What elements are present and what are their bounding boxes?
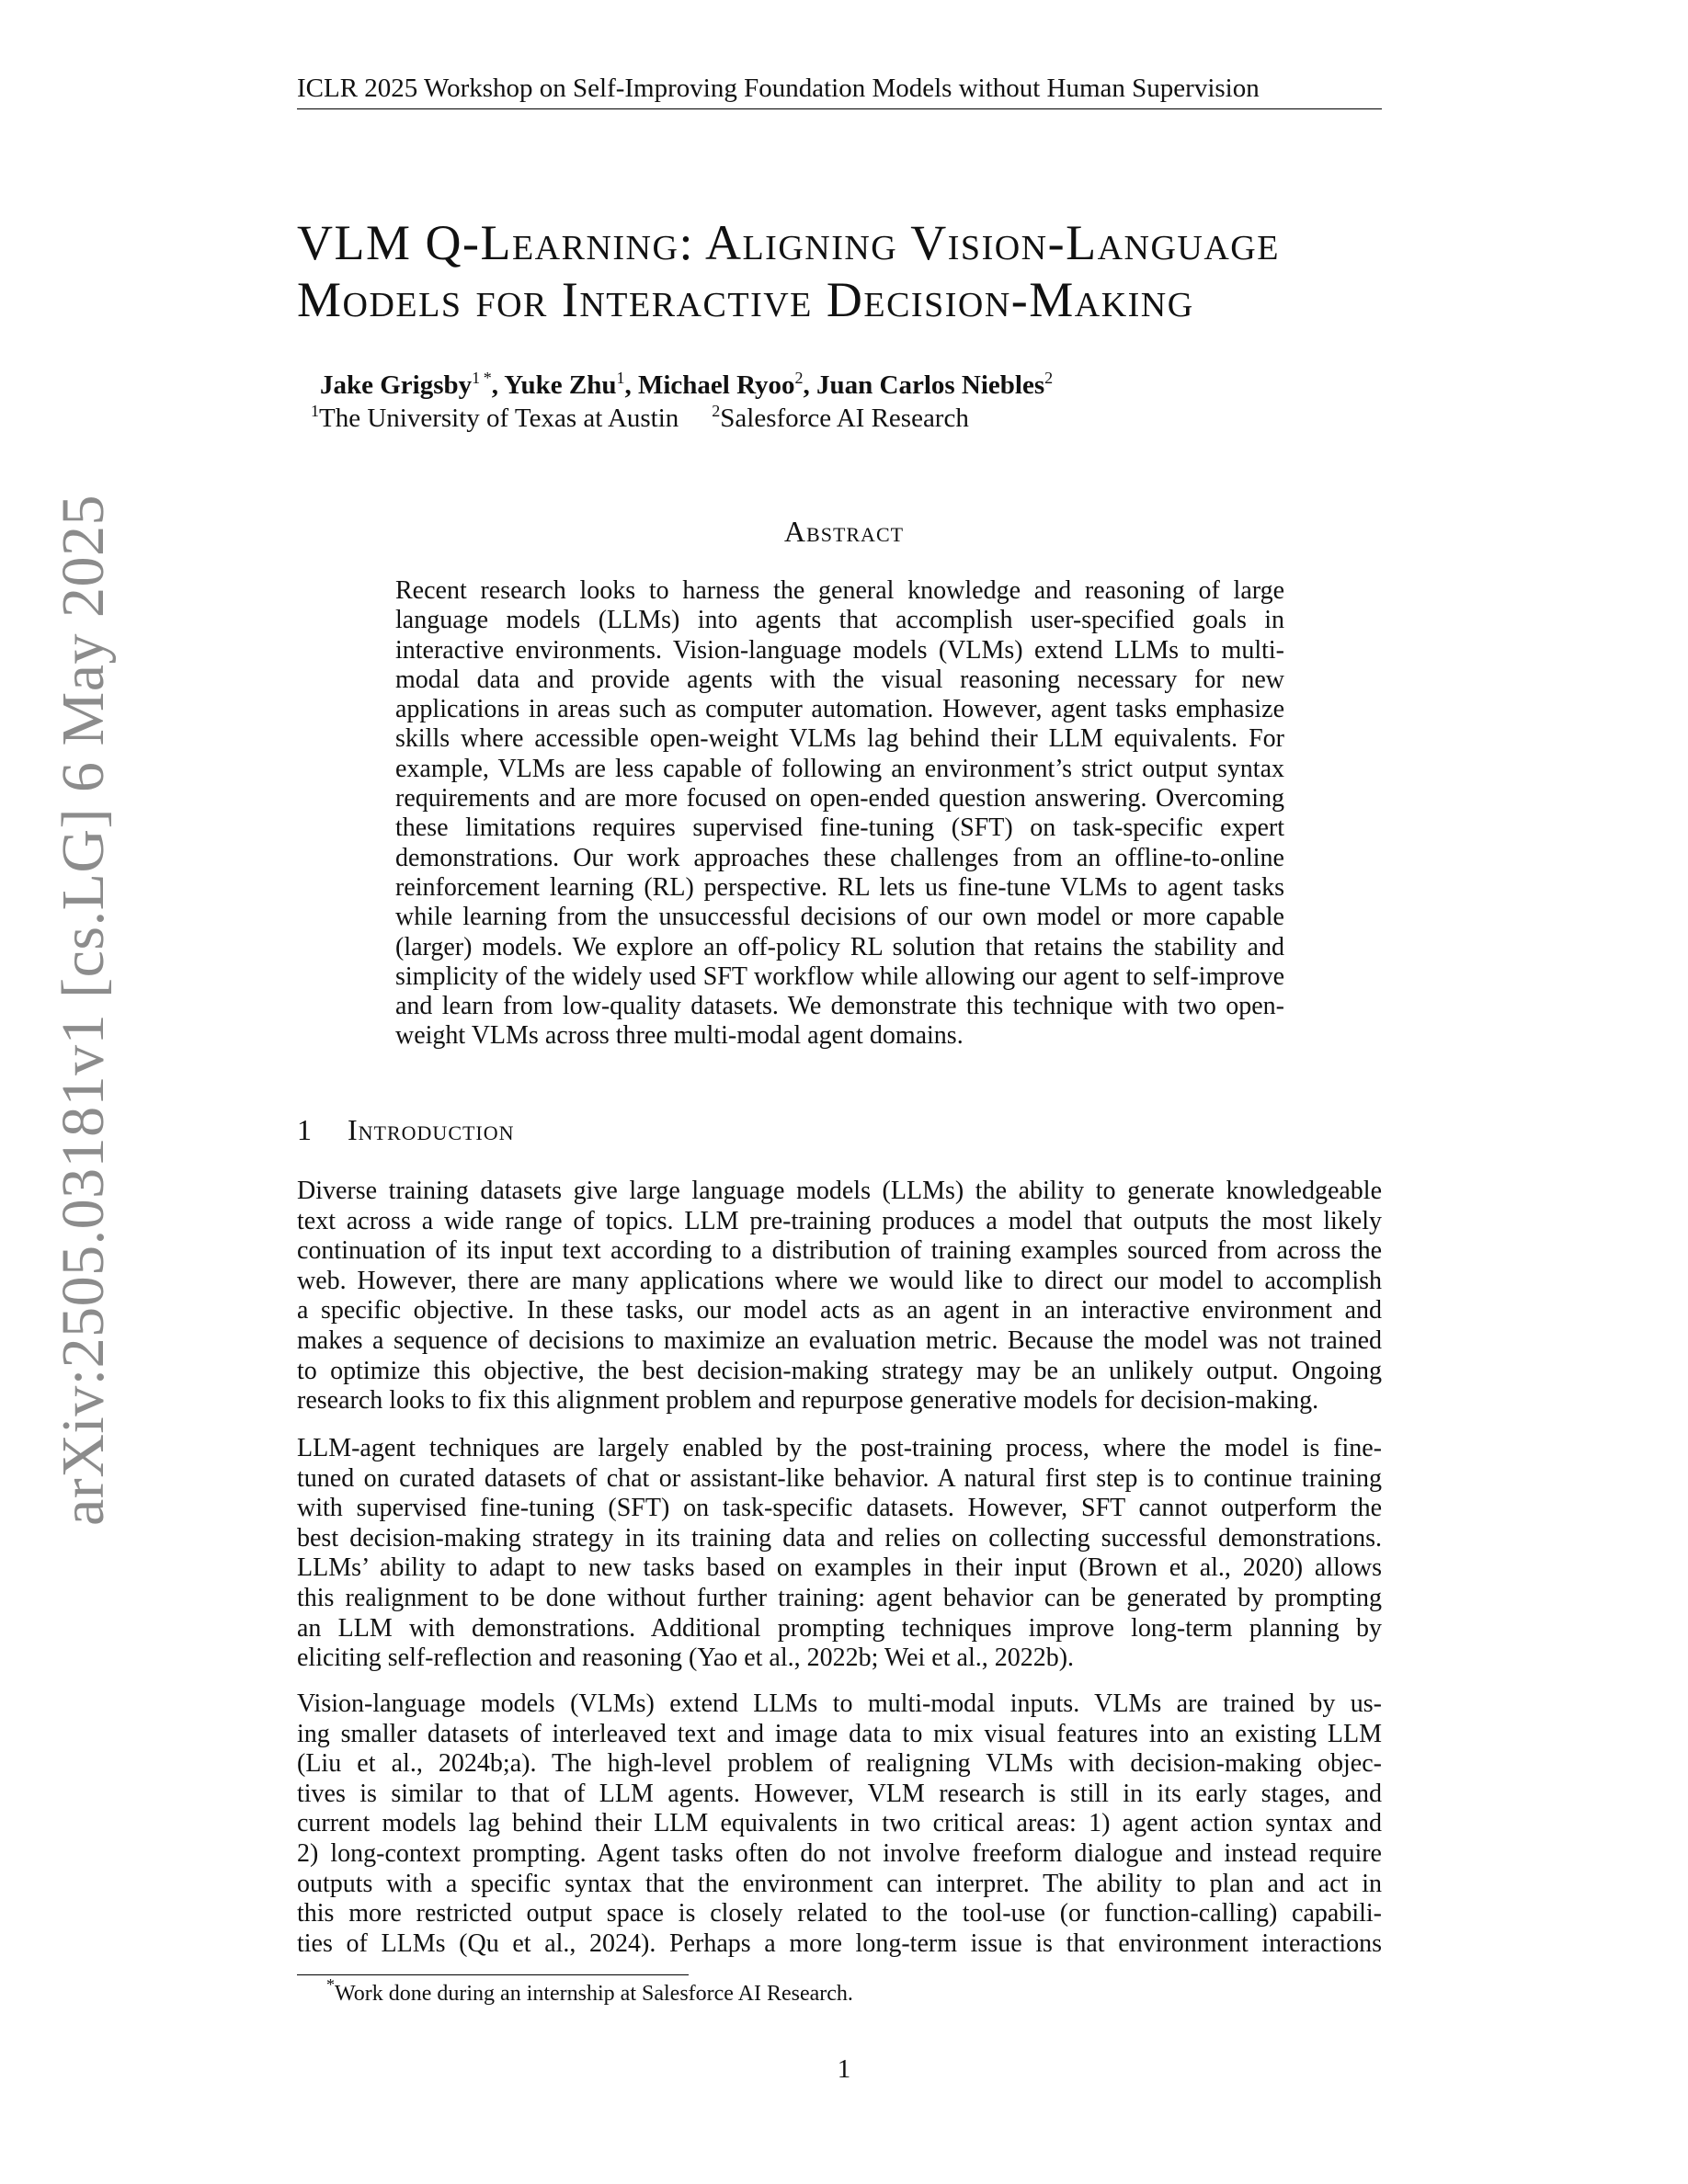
text-line: a specific objective. In these tasks, our model acts as an agent in an interactive environment and [297, 1296, 1382, 1325]
footnote-text: Work done during an internship at Salesforce AI Research. [335, 1982, 853, 2006]
text-line: Diverse training datasets give large language models (LLMs) the ability to generate knowledgeable [297, 1177, 1382, 1205]
author-mark: 2 [1044, 369, 1054, 387]
abstract-heading: Abstract [783, 515, 905, 548]
section-heading [297, 1112, 515, 1147]
footnote [326, 1975, 853, 2008]
title-line-2: Models for Interactive Decision-Making [297, 272, 1194, 327]
affiliation-list [311, 403, 969, 434]
text-line: current models lag behind their LLM equivalents in two critical areas: 1) agent action syntax and [297, 1809, 1382, 1838]
text-line: tuned on curated datasets of chat or assistant-like behavior. A natural first step is to continue training [297, 1463, 1382, 1493]
text-line: this realignment to be done without further training: agent behavior can be generated by prompting [297, 1583, 1382, 1612]
section-title: Introduction [348, 1113, 515, 1146]
text-line: ing smaller datasets of interleaved text and image data to mix visual features into an existing LLM [297, 1719, 1382, 1748]
text-line: text across a wide range of topics. LLM pre-training produces a model that outputs the most likely [297, 1206, 1382, 1235]
text-line: makes a sequence of decisions to maximize an evaluation metric. Because the model was not trained [297, 1325, 1382, 1355]
paper-title [297, 214, 1400, 328]
text-line: best decision-making strategy in its training data and relies on collecting successful demonstrations. [297, 1523, 1382, 1553]
author-name: Michael Ryoo [637, 370, 795, 400]
author-mark: 1 [616, 369, 625, 387]
text-line: this more restricted output space is closely related to the tool-use (or function-calling) capabili- [297, 1899, 1382, 1928]
title-line-1: VLM Q-Learning: Aligning Vision-Language [297, 215, 1280, 270]
footnote-mark: * [326, 1975, 335, 1994]
author-list: Jake Grigsby$^{1 *}$, Yuke Zhu$^1$, Michael Ryoo$^2$, Juan Carlos Niebles$^2$ [320, 369, 1054, 400]
affiliation-name: The University of Texas at Austin [319, 404, 679, 433]
text-line: with supervised fine-tuning (SFT) on task-specific datasets. However, SFT cannot outperform the [297, 1494, 1382, 1523]
text-line: LLMs’ ability to adapt to new tasks based on examples in their input (Brown et al., 2020) allows [297, 1553, 1382, 1583]
text-line: web. However, there are many applications where we would like to direct our model to accomplish [297, 1266, 1382, 1295]
text-line: Vision-language models (VLMs) extend LLMs to multi-modal inputs. VLMs are trained by us- [297, 1689, 1382, 1718]
author-name: Jake Grigsby [320, 370, 473, 400]
affiliation-name: Salesforce AI Research [720, 404, 969, 433]
text-line: LLM-agent techniques are largely enabled by the post-training process, where the model is fine- [297, 1434, 1382, 1462]
author-mark: 2 [794, 369, 804, 387]
text-line: to optimize this objective, the best decision-making strategy may be an unlikely output. Ongoing [297, 1356, 1382, 1385]
text-line: outputs with a specific syntax that the environment can interpret. The ability to plan and act in [297, 1869, 1382, 1898]
intro-paragraph-2 [297, 1434, 1382, 1674]
author-name: Yuke Zhu [504, 370, 617, 400]
text-line: eliciting self-reflection and reasoning (Yao et al., 2022b; Wei et al., 2022b). [297, 1644, 1075, 1673]
text-line: tives is similar to that of LLM agents. However, VLM research is still in its early stages, and [297, 1779, 1382, 1808]
text-line: 2) long-context prompting. Agent tasks often do not involve freeform dialogue and instead require [297, 1838, 1382, 1868]
arxiv-stamp: arXiv:2505.03181v1 [cs.LG] 6 May 2025 [50, 494, 117, 1526]
page-number: 1 [837, 2054, 851, 2084]
intro-paragraph-3 [297, 1689, 1382, 1959]
intro-paragraph-1 [297, 1177, 1382, 1416]
author-mark: 1 * [472, 369, 492, 387]
section-number: 1 [297, 1113, 313, 1146]
text-line: ties of LLMs (Qu et al., 2024). Perhaps a more long-term issue is that environment interactions [297, 1928, 1382, 1958]
running-header: ICLR 2025 Workshop on Self-Improving Foundation Models without Human Supervision [297, 72, 1382, 109]
author-name: Juan Carlos Niebles [816, 370, 1045, 400]
text-line: (Liu et al., 2024b;a). The high-level problem of realigning VLMs with decision-making objec- [297, 1749, 1382, 1779]
text-line: continuation of its input text according to a distribution of training examples sourced from across the [297, 1236, 1382, 1266]
abstract-text: Recent research looks to harness the general knowledge and reasoning of large language models (LLMs) into agents that accomplish user-specified goals in interactive environments. Vision-language models (VLMs) extend LLMs to multi-modal data and provide agents with the visual reasoning necessary for new applications in areas such as computer automation. However, agent tasks emphasize skills where accessible open-weight VLMs lag behind their LLM equivalents. For example, VLMs are less capable of following an environment’s strict output syntax requirements and are more focused on open-ended question answering. Overcoming these limitations requires supervised fine-tuning (SFT) on task-specific expert demonstrations. Our work approaches these challenges from an offline-to-online reinforcement learning (RL) perspective. RL lets us fine-tune VLMs to agent tasks while learning from the unsuccessful decisions of our own model or more capable (larger) models. We explore an off-policy RL solution that retains the stability and simplicity of the widely used SFT workflow while allowing our agent to self-improve and learn from low-quality datasets. We demonstrate this technique with two open-weight VLMs across three multi-modal agent domains. [395, 576, 1284, 1051]
affiliation-mark: 1 [311, 402, 319, 420]
text-line: an LLM with demonstrations. Additional prompting techniques improve long-term planning by [297, 1613, 1382, 1643]
affiliation-mark: 2 [712, 402, 721, 420]
text-line: research looks to fix this alignment problem and repurpose generative models for decision-making. [297, 1386, 1319, 1416]
footnote-rule [297, 1974, 689, 1975]
